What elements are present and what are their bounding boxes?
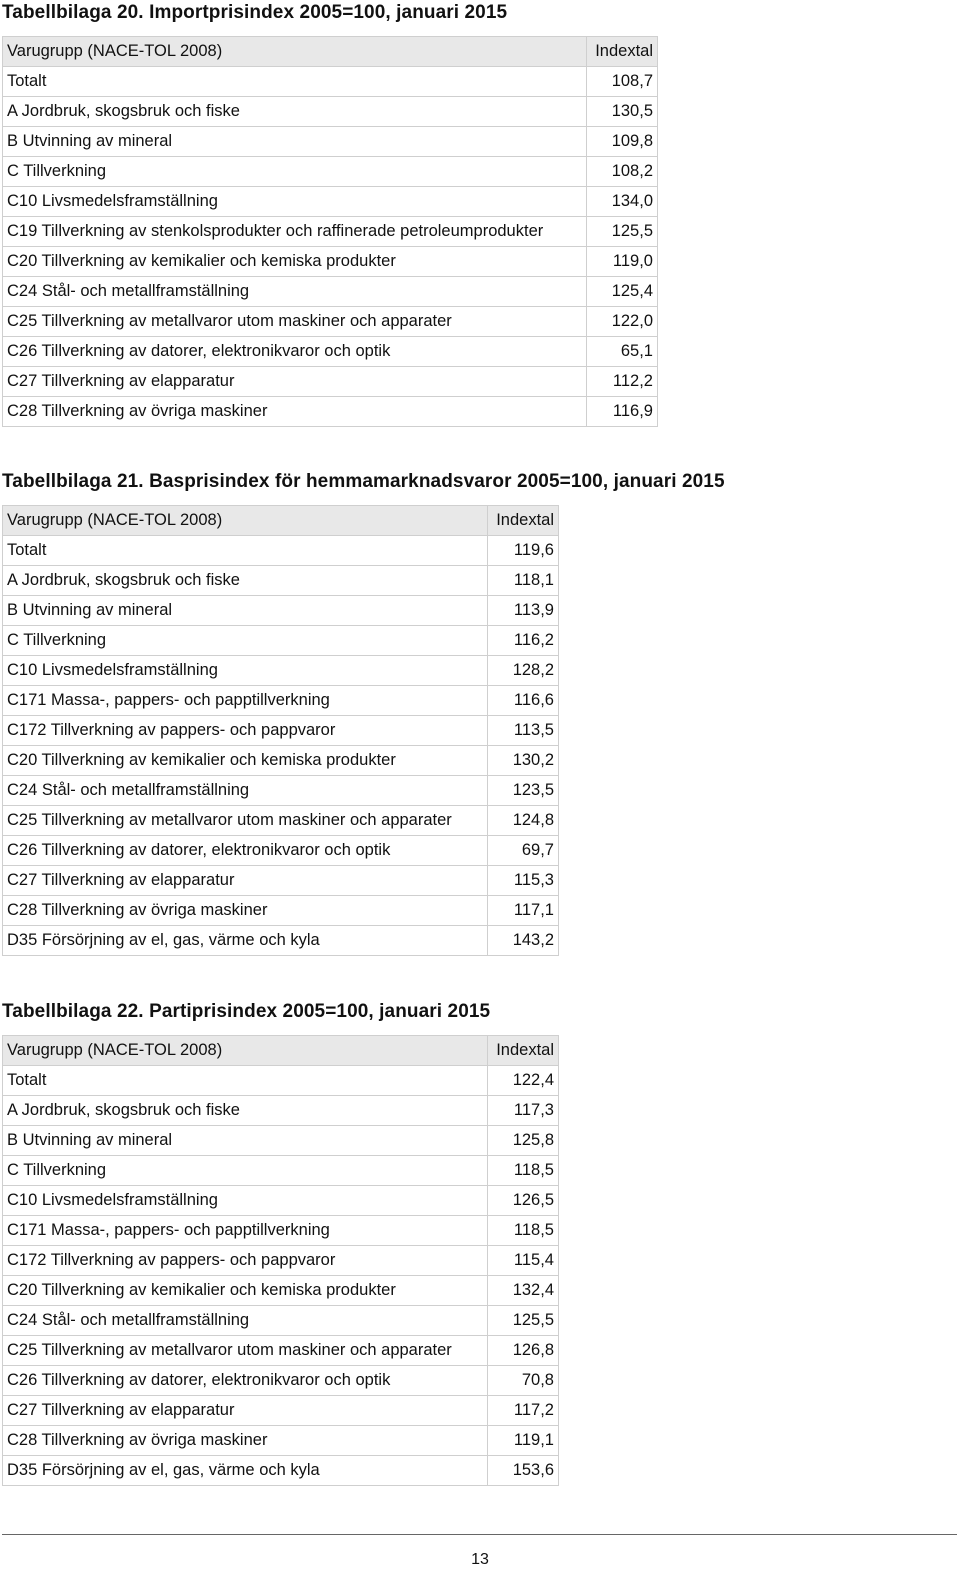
table-title: Tabellbilaga 20. Importprisindex 2005=100, januari 2015 (2, 2, 508, 23)
table-header-row (3, 506, 559, 536)
row-value: 109,8 (587, 127, 658, 157)
table-title: Tabellbilaga 21. Basprisindex för hemmamarknadsvaror 2005=100, januari 2015 (2, 471, 725, 492)
row-label: C25 Tillverkning av metallvaror utom maskiner och apparater (3, 307, 587, 337)
table-row (3, 686, 559, 716)
row-label: C10 Livsmedelsframställning (3, 1186, 488, 1216)
row-value: 122,0 (587, 307, 658, 337)
table-row (3, 536, 559, 566)
row-value: 116,9 (587, 397, 658, 427)
table-section-22 (2, 999, 559, 1486)
row-label: C26 Tillverkning av datorer, elektronikvaror och optik (3, 836, 488, 866)
row-value: 117,1 (488, 896, 559, 926)
row-value: 119,0 (587, 247, 658, 277)
table-section-21 (2, 469, 725, 956)
row-value: 113,9 (488, 596, 559, 626)
row-label: B Utvinning av mineral (3, 1126, 488, 1156)
row-label: C25 Tillverkning av metallvaror utom maskiner och apparater (3, 806, 488, 836)
footer-divider (2, 1534, 957, 1535)
row-value: 117,2 (488, 1396, 559, 1426)
row-label: C28 Tillverkning av övriga maskiner (3, 896, 488, 926)
row-value: 128,2 (488, 656, 559, 686)
row-value: 108,7 (587, 67, 658, 97)
row-value: 118,5 (488, 1216, 559, 1246)
row-label: B Utvinning av mineral (3, 596, 488, 626)
table-row (3, 806, 559, 836)
row-label: C10 Livsmedelsframställning (3, 187, 587, 217)
table-row (3, 836, 559, 866)
row-value: 70,8 (488, 1366, 559, 1396)
row-label: C27 Tillverkning av elapparatur (3, 866, 488, 896)
table-row (3, 1276, 559, 1306)
index-table (2, 36, 658, 427)
row-label: D35 Försörjning av el, gas, värme och kyla (3, 926, 488, 956)
table-row (3, 277, 658, 307)
column-header-value: Indextal (488, 506, 559, 536)
page-number: 13 (471, 1551, 489, 1568)
row-value: 118,5 (488, 1156, 559, 1186)
row-label: C24 Stål- och metallframställning (3, 1306, 488, 1336)
row-label: C172 Tillverkning av pappers- och pappvaror (3, 1246, 488, 1276)
row-value: 122,4 (488, 1066, 559, 1096)
table-row (3, 1096, 559, 1126)
row-label: C Tillverkning (3, 1156, 488, 1186)
row-label: C171 Massa-, pappers- och papptillverkning (3, 1216, 488, 1246)
table-row (3, 367, 658, 397)
row-label: C10 Livsmedelsframställning (3, 656, 488, 686)
row-value: 143,2 (488, 926, 559, 956)
row-value: 124,8 (488, 806, 559, 836)
row-value: 65,1 (587, 337, 658, 367)
table-row (3, 716, 559, 746)
row-value: 69,7 (488, 836, 559, 866)
row-label: C20 Tillverkning av kemikalier och kemiska produkter (3, 1276, 488, 1306)
row-label: A Jordbruk, skogsbruk och fiske (3, 1096, 488, 1126)
row-label: C26 Tillverkning av datorer, elektronikvaror och optik (3, 337, 587, 367)
row-label: C172 Tillverkning av pappers- och pappvaror (3, 716, 488, 746)
row-label: C28 Tillverkning av övriga maskiner (3, 397, 587, 427)
table-row (3, 626, 559, 656)
row-label: C27 Tillverkning av elapparatur (3, 1396, 488, 1426)
table-row (3, 1456, 559, 1486)
table-row (3, 307, 658, 337)
column-header-value: Indextal (488, 1036, 559, 1066)
table-row (3, 1216, 559, 1246)
row-label: C171 Massa-, pappers- och papptillverkning (3, 686, 488, 716)
table-row (3, 1306, 559, 1336)
row-value: 115,3 (488, 866, 559, 896)
table-row (3, 97, 658, 127)
row-value: 115,4 (488, 1246, 559, 1276)
row-label: C Tillverkning (3, 626, 488, 656)
row-value: 112,2 (587, 367, 658, 397)
row-label: Totalt (3, 1066, 488, 1096)
row-label: C20 Tillverkning av kemikalier och kemiska produkter (3, 746, 488, 776)
row-value: 123,5 (488, 776, 559, 806)
row-value: 118,1 (488, 566, 559, 596)
table-row (3, 1336, 559, 1366)
row-label: C19 Tillverkning av stenkolsprodukter och raffinerade petroleumprodukter (3, 217, 587, 247)
table-row (3, 337, 658, 367)
table-row (3, 157, 658, 187)
row-value: 117,3 (488, 1096, 559, 1126)
table-row (3, 1186, 559, 1216)
row-label: C Tillverkning (3, 157, 587, 187)
row-label: C28 Tillverkning av övriga maskiner (3, 1426, 488, 1456)
table-row (3, 187, 658, 217)
table-row (3, 1366, 559, 1396)
table-row (3, 1126, 559, 1156)
row-value: 119,6 (488, 536, 559, 566)
row-label: C27 Tillverkning av elapparatur (3, 367, 587, 397)
table-row (3, 926, 559, 956)
row-value: 125,4 (587, 277, 658, 307)
table-row (3, 247, 658, 277)
row-value: 132,4 (488, 1276, 559, 1306)
row-value: 125,5 (587, 217, 658, 247)
row-label: B Utvinning av mineral (3, 127, 587, 157)
table-row (3, 67, 658, 97)
row-label: Totalt (3, 536, 488, 566)
table-row (3, 746, 559, 776)
row-label: A Jordbruk, skogsbruk och fiske (3, 566, 488, 596)
row-value: 126,8 (488, 1336, 559, 1366)
row-value: 108,2 (587, 157, 658, 187)
table-row (3, 397, 658, 427)
column-header-group: Varugrupp (NACE-TOL 2008) (3, 1036, 488, 1066)
table-row (3, 1396, 559, 1426)
row-label: C24 Stål- och metallframställning (3, 776, 488, 806)
row-value: 116,2 (488, 626, 559, 656)
row-label: C24 Stål- och metallframställning (3, 277, 587, 307)
row-value: 134,0 (587, 187, 658, 217)
table-row (3, 896, 559, 926)
table-row (3, 1246, 559, 1276)
row-value: 130,2 (488, 746, 559, 776)
row-value: 153,6 (488, 1456, 559, 1486)
row-value: 116,6 (488, 686, 559, 716)
table-header-row (3, 37, 658, 67)
column-header-group: Varugrupp (NACE-TOL 2008) (3, 506, 488, 536)
column-header-value: Indextal (587, 37, 658, 67)
table-header-row (3, 1036, 559, 1066)
table-row (3, 217, 658, 247)
table-title: Tabellbilaga 22. Partiprisindex 2005=100, januari 2015 (2, 1001, 491, 1022)
table-row (3, 127, 658, 157)
row-label: A Jordbruk, skogsbruk och fiske (3, 97, 587, 127)
table-row (3, 776, 559, 806)
index-table (2, 1035, 559, 1486)
row-label: D35 Försörjning av el, gas, värme och kyla (3, 1456, 488, 1486)
row-value: 126,5 (488, 1186, 559, 1216)
row-label: C20 Tillverkning av kemikalier och kemiska produkter (3, 247, 587, 277)
table-row (3, 866, 559, 896)
table-section-20 (2, 0, 658, 427)
column-header-group: Varugrupp (NACE-TOL 2008) (3, 37, 587, 67)
row-value: 130,5 (587, 97, 658, 127)
row-label: Totalt (3, 67, 587, 97)
table-row (3, 1156, 559, 1186)
row-label: C25 Tillverkning av metallvaror utom maskiner och apparater (3, 1336, 488, 1366)
row-value: 119,1 (488, 1426, 559, 1456)
table-row (3, 596, 559, 626)
row-value: 125,8 (488, 1126, 559, 1156)
table-row (3, 566, 559, 596)
row-value: 125,5 (488, 1306, 559, 1336)
table-row (3, 1066, 559, 1096)
row-value: 113,5 (488, 716, 559, 746)
index-table (2, 505, 559, 956)
row-label: C26 Tillverkning av datorer, elektronikvaror och optik (3, 1366, 488, 1396)
table-row (3, 1426, 559, 1456)
table-row (3, 656, 559, 686)
